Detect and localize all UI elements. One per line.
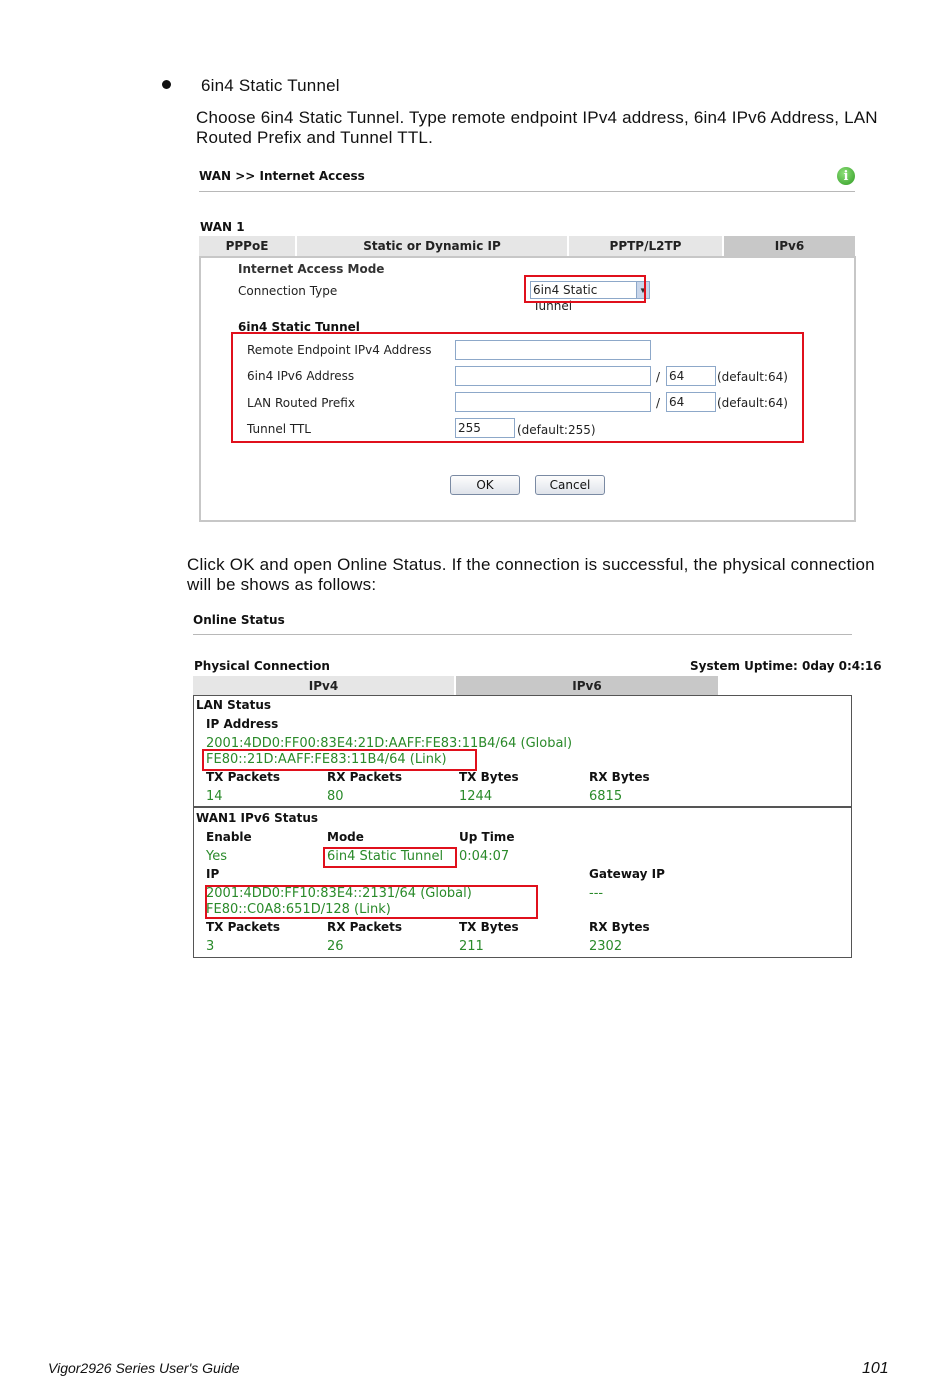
chevron-down-icon[interactable]: ▼ <box>636 282 649 298</box>
lan-default: (default:64) <box>717 396 788 410</box>
highlight-lan-link <box>202 749 477 771</box>
section-title: 6in4 Static Tunnel <box>201 76 340 95</box>
lan-prefix-label: LAN Routed Prefix <box>247 396 355 410</box>
enable-header: Enable <box>206 830 252 844</box>
ip-address-label: IP Address <box>206 717 279 731</box>
instruction-ok: OK <box>229 555 255 574</box>
tab-pptp[interactable]: PPTP/L2TP <box>569 236 724 256</box>
instruction-text-c: . If the connection is successful, the physical connection <box>441 555 875 574</box>
gateway-header: Gateway IP <box>589 867 665 881</box>
mode-value: 6in4 Static Tunnel <box>327 849 444 864</box>
lan-rx-packets: 80 <box>327 789 344 804</box>
breadcrumb: WAN >> Internet Access <box>199 169 365 183</box>
mode-header: Mode <box>327 830 364 844</box>
tab-static-dynamic[interactable]: Static or Dynamic IP <box>297 236 569 256</box>
connection-type-label: Connection Type <box>238 284 338 298</box>
wan-status-heading: WAN1 IPv6 Status <box>196 811 319 825</box>
lan-tx-packets-header: TX Packets <box>206 770 280 784</box>
highlight-wan-ip <box>205 885 538 919</box>
tab-ipv6-status[interactable]: IPv6 <box>456 676 718 696</box>
status-divider <box>193 634 852 635</box>
wan-rx-packets: 26 <box>327 939 344 954</box>
ipv6-slash: / <box>656 370 661 384</box>
wan-rx-bytes-header: RX Bytes <box>589 920 650 934</box>
remote-endpoint-input[interactable] <box>455 340 651 360</box>
ipv6-address-label: 6in4 IPv6 Address <box>247 369 355 383</box>
lan-rx-bytes: 6815 <box>589 789 623 804</box>
wan-rx-bytes: 2302 <box>589 939 623 954</box>
gateway-value: --- <box>589 886 604 901</box>
tunnel-ttl-label: Tunnel TTL <box>247 422 311 436</box>
highlight-connection-type <box>524 275 646 313</box>
tab-ipv6[interactable]: IPv6 <box>724 236 855 256</box>
lan-slash: / <box>656 396 661 410</box>
physical-connection-label: Physical Connection <box>194 659 330 673</box>
highlight-mode <box>323 847 457 868</box>
instruction-line-2: will be shows as follows: <box>187 575 377 594</box>
lan-prefix-len-input[interactable]: 64 <box>666 392 716 412</box>
ipv6-default: (default:64) <box>717 370 788 384</box>
ipv6-address-input[interactable] <box>455 366 651 386</box>
tunnel-heading: 6in4 Static Tunnel <box>238 320 360 334</box>
lan-ip-global: 2001:4DD0:FF00:83E4:21D:AAFF:FE83:11B4/64 (Global) <box>206 736 573 751</box>
bullet <box>162 80 171 89</box>
wan-rx-packets-header: RX Packets <box>327 920 403 934</box>
uptime-value: 0:04:07 <box>459 849 510 864</box>
connection-type-value: 6in4 Static Tunnel <box>533 283 598 313</box>
instruction-text-a: Click <box>187 555 230 574</box>
wan-tx-packets: 3 <box>206 939 215 954</box>
info-icon[interactable]: i <box>837 167 855 185</box>
wan-label: WAN 1 <box>200 220 245 234</box>
ipv6-prefix-input[interactable]: 64 <box>666 366 716 386</box>
status-tabs <box>193 676 718 696</box>
tunnel-ttl-input[interactable]: 255 <box>455 418 515 438</box>
wan-tabs <box>199 236 855 256</box>
page-number: 101 <box>862 1360 889 1377</box>
intro-line-1: Choose 6in4 Static Tunnel. Type remote endpoint IPv4 address, 6in4 IPv6 Address, LAN <box>196 108 878 127</box>
remote-endpoint-label: Remote Endpoint IPv4 Address <box>247 343 432 357</box>
online-status-title: Online Status <box>193 613 285 627</box>
lan-ip-link: FE80::21D:AAFF:FE83:11B4/64 (Link) <box>206 752 447 767</box>
lan-status-heading: LAN Status <box>196 698 272 712</box>
lan-rx-packets-header: RX Packets <box>327 770 403 784</box>
lan-prefix-input[interactable] <box>455 392 651 412</box>
divider <box>199 191 855 192</box>
intro-line-2: Routed Prefix and Tunnel TTL. <box>196 128 434 147</box>
lan-tx-bytes-header: TX Bytes <box>459 770 519 784</box>
instruction-text-b: and open <box>254 555 338 574</box>
lan-rx-bytes-header: RX Bytes <box>589 770 650 784</box>
cancel-button[interactable]: Cancel <box>535 475 605 495</box>
uptime-header: Up Time <box>459 830 515 844</box>
wan-tx-bytes: 211 <box>459 939 484 954</box>
wan-ip-link: FE80::C0A8:651D/128 (Link) <box>206 902 391 917</box>
wan-status-box <box>193 807 852 958</box>
lan-tx-bytes: 1244 <box>459 789 493 804</box>
enable-value: Yes <box>206 849 227 864</box>
internet-access-mode: Internet Access Mode <box>238 262 385 276</box>
ttl-default: (default:255) <box>517 423 596 437</box>
tab-pppoe[interactable]: PPPoE <box>199 236 297 256</box>
ip-header: IP <box>206 867 220 881</box>
wan-tx-packets-header: TX Packets <box>206 920 280 934</box>
lan-tx-packets: 14 <box>206 789 223 804</box>
wan-ip-global: 2001:4DD0:FF10:83E4::2131/64 (Global) <box>206 886 472 901</box>
instruction-line-1 <box>187 555 875 575</box>
instruction-online-status: Online Status <box>337 555 442 574</box>
wan-tx-bytes-header: TX Bytes <box>459 920 519 934</box>
ok-button[interactable]: OK <box>450 475 520 495</box>
footer-guide: Vigor2926 Series User's Guide <box>48 1360 240 1376</box>
tab-ipv4[interactable]: IPv4 <box>193 676 456 696</box>
system-uptime: System Uptime: 0day 0:4:16 <box>690 659 882 673</box>
